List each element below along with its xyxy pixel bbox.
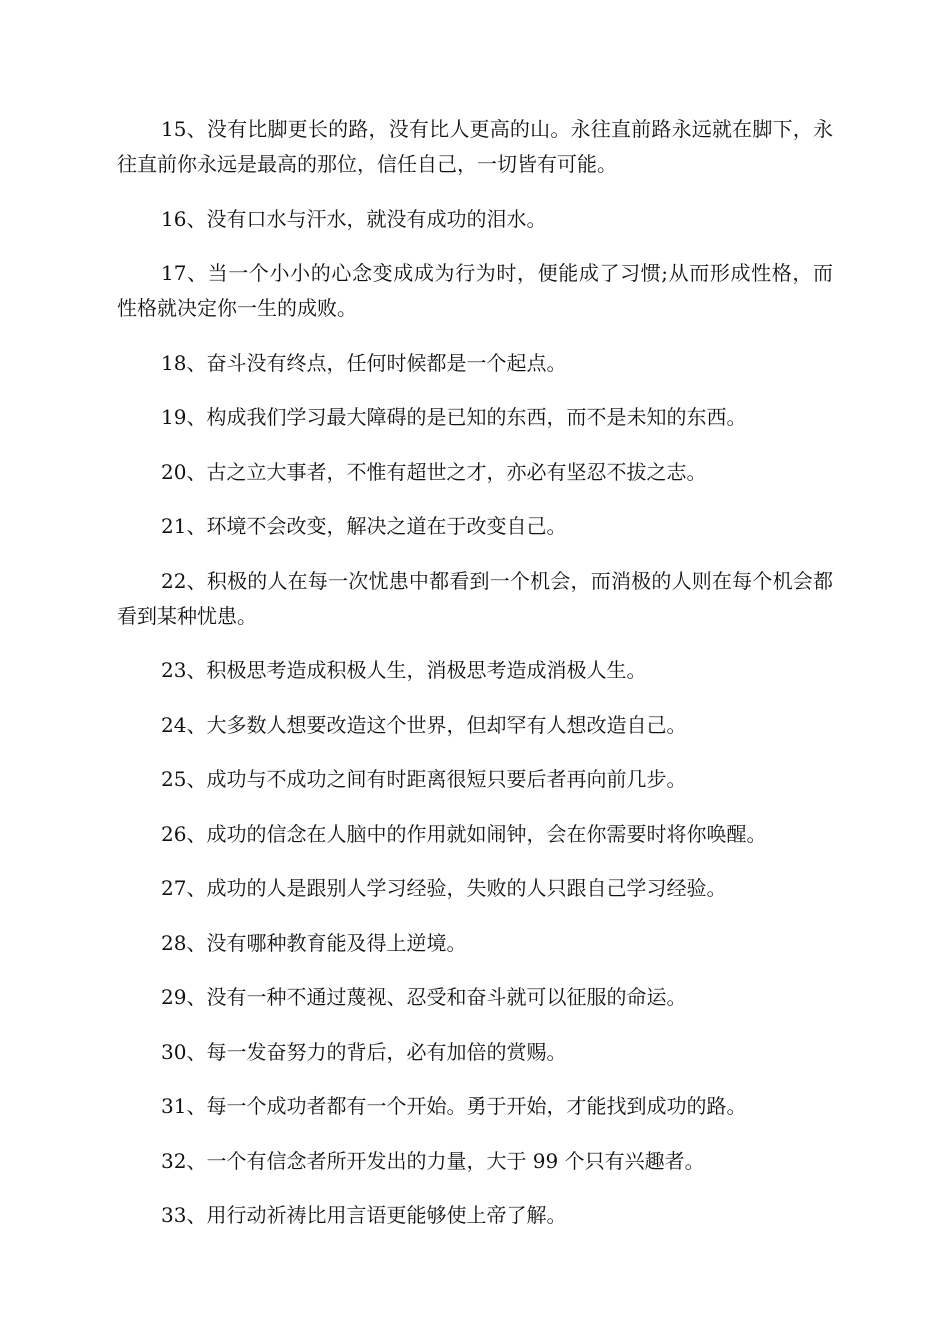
quote-paragraph-26: 26、成功的信念在人脑中的作用就如闹钟，会在你需要时将你唤醒。 (161, 821, 767, 846)
quote-paragraph-22: 22、积极的人在每一次忧患中都看到一个机会，而消极的人则在每个机会都看到某种忧患。 (117, 568, 833, 628)
quote-paragraph-23: 23、积极思考造成积极人生，消极思考造成消极人生。 (161, 658, 647, 682)
quote-paragraph-30: 30、每一发奋努力的背后，必有加倍的赏赐。 (161, 1039, 567, 1064)
quote-paragraph-28: 28、没有哪种教育能及得上逆境。 (161, 930, 467, 955)
quote-paragraph-29: 29、没有一种不通过蔑视、忍受和奋斗就可以征服的命运。 (161, 985, 687, 1009)
quote-paragraph-20: 20、古之立大事者，不惟有超世之才，亦必有坚忍不拔之志。 (161, 459, 707, 484)
quote-paragraph-24: 24、大多数人想要改造这个世界，但却罕有人想改造自己。 (161, 712, 687, 737)
quote-paragraph-33: 33、用行动祈祷比用言语更能够使上帝了解。 (161, 1203, 567, 1227)
quote-paragraph-32: 32、一个有信念者所开发出的力量，大于 99 个只有兴趣者。 (161, 1148, 705, 1173)
quote-paragraph-19: 19、构成我们学习最大障碍的是已知的东西，而不是未知的东西。 (161, 405, 747, 429)
quote-paragraph-15: 15、没有比脚更长的路，没有比人更高的山。永往直前路永远就在脚下，永往直前你永远是最高的那位，信任自己，一切皆有可能。 (117, 117, 833, 176)
document-body (117, 112, 833, 1253)
quote-paragraph-18: 18、奋斗没有终点，任何时候都是一个起点。 (161, 350, 567, 375)
quote-paragraph-21: 21、环境不会改变，解决之道在于改变自己。 (161, 514, 567, 538)
quote-paragraph-16: 16、没有口水与汗水，就没有成功的泪水。 (161, 206, 547, 231)
quote-paragraph-17: 17、当一个小小的心念变成成为行为时，便能成了习惯;从而形成性格，而性格就决定你一生的成败。 (117, 261, 833, 320)
quote-paragraph-25: 25、成功与不成功之间有时距离很短只要后者再向前几步。 (161, 767, 687, 791)
quote-paragraph-27: 27、成功的人是跟别人学习经验，失败的人只跟自己学习经验。 (161, 876, 727, 900)
quote-paragraph-31: 31、每一个成功者都有一个开始。勇于开始，才能找到成功的路。 (161, 1094, 747, 1118)
